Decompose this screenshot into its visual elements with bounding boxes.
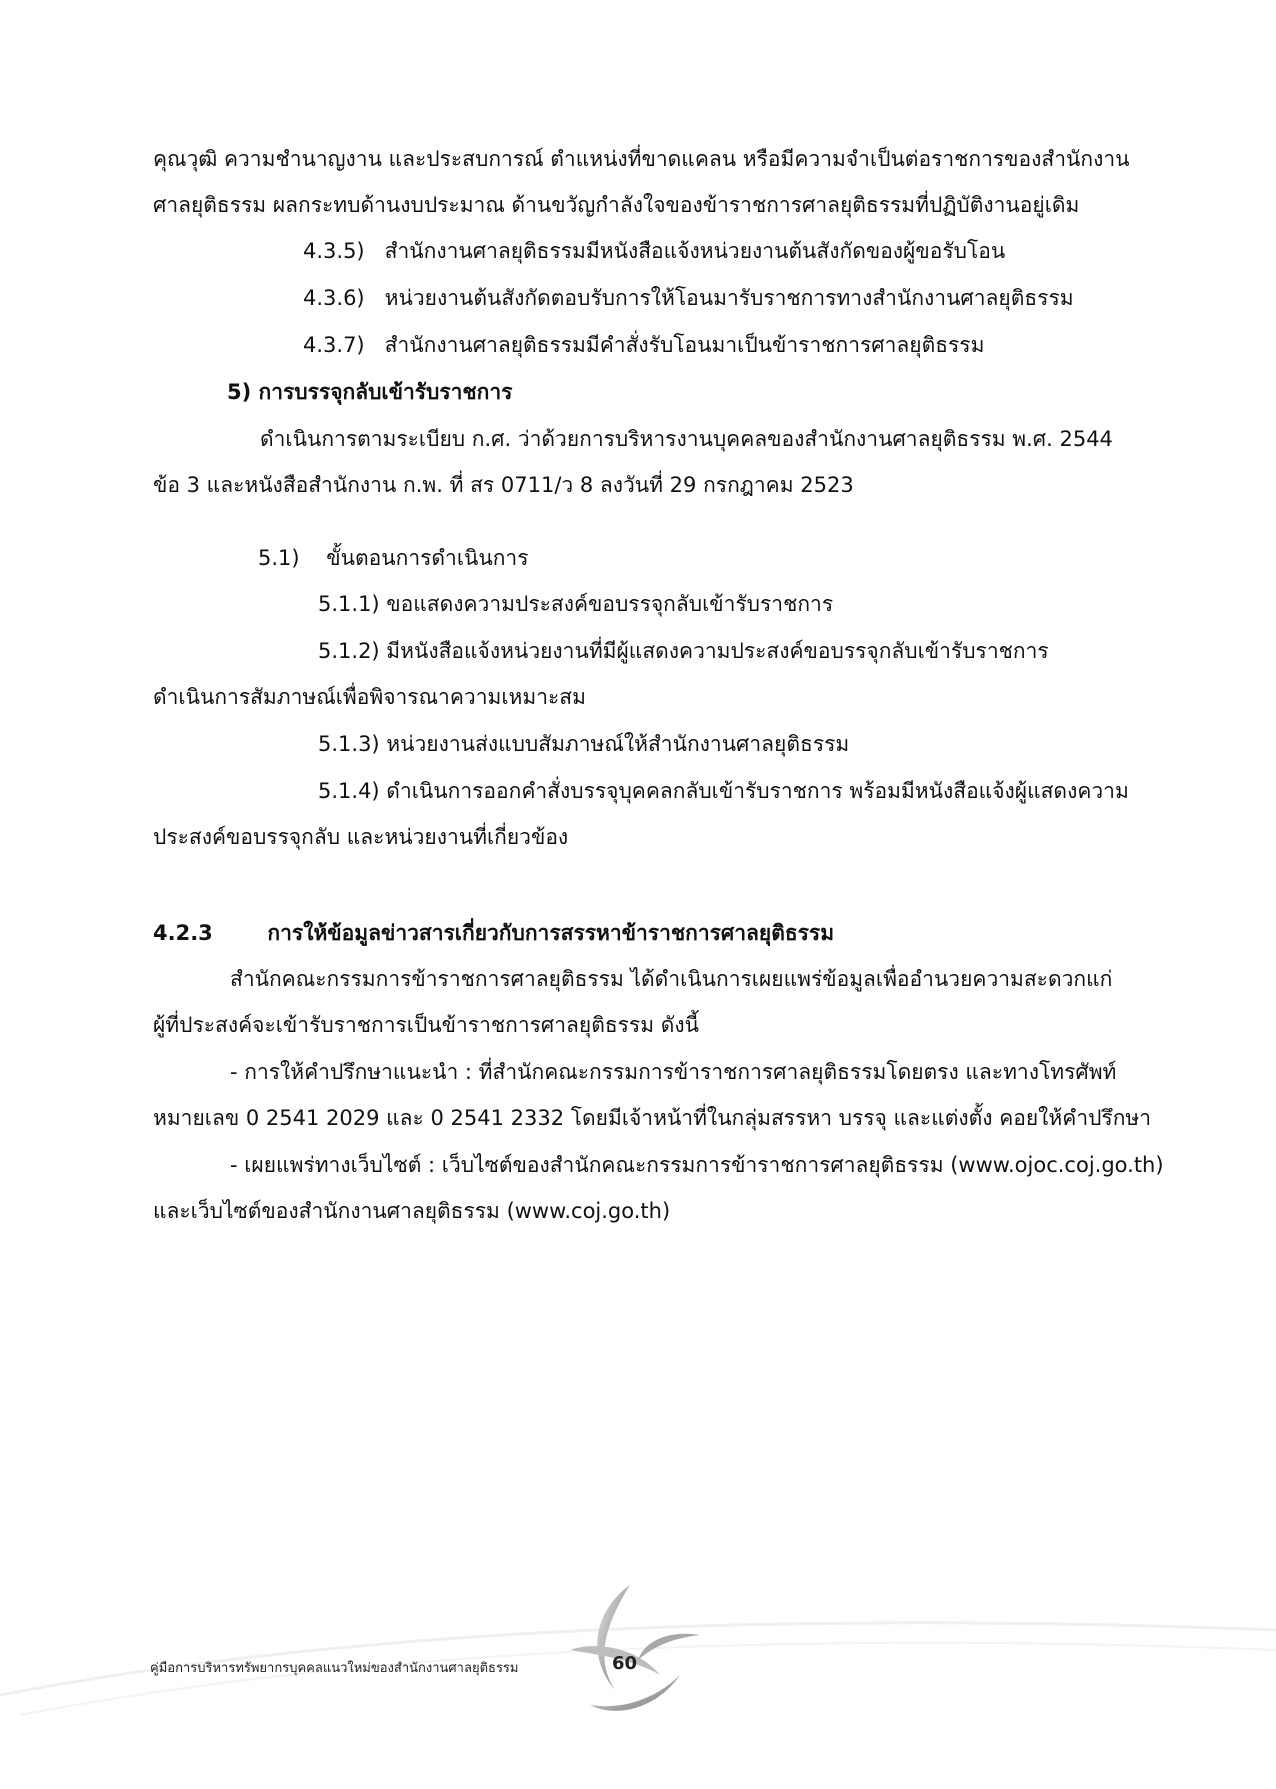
step-435 xyxy=(303,236,1005,266)
substep-5-1-title: ขั้นตอนการดำเนินการ xyxy=(326,546,529,570)
substep-5-1-4-line-1 xyxy=(318,776,1129,806)
step-436-number: 4.3.6) xyxy=(303,286,365,310)
step-437-number: 4.3.7) xyxy=(303,333,365,357)
section-5-para-line-1 xyxy=(260,424,1113,454)
section-5-heading: 5) การบรรจุกลับเข้ารับราชการ xyxy=(227,380,513,404)
step-436-text: หน่วยงานต้นสังกัดตอบรับการให้โอนมารับราชการทางสำนักงานศาลยุติธรรม xyxy=(384,286,1074,310)
section-4-2-3-title: การให้ข้อมูลข่าวสารเกี่ยวกับการสรรหาข้าราชการศาลยุติธรรม xyxy=(267,921,835,945)
step-435-text: สำนักงานศาลยุติธรรมมีหนังสือแจ้งหน่วยงานต้นสังกัดของผู้ขอรับโอน xyxy=(384,239,1006,263)
substep-5-1-number: 5.1) xyxy=(258,546,300,570)
section-4-2-3-para-line-1-text: สำนักคณะกรรมการข้าราชการศาลยุติธรรม ได้ดำเนินการเผยแพร่ข้อมูลเพื่ออำนวยความสะดวกแก่ xyxy=(230,967,1113,991)
section-4-2-3-number: 4.2.3 xyxy=(153,921,213,945)
footer-title: คู่มือการบริหารทรัพยากรบุคคลแนวใหม่ของสำนักงานศาลยุติธรรม xyxy=(150,1661,519,1676)
website-line-2: และเว็บไซต์ของสำนักงานศาลยุติธรรม (www.coj.go.th) xyxy=(153,1199,671,1223)
step-437 xyxy=(303,330,984,360)
step-435-number: 4.3.5) xyxy=(303,239,365,263)
court-logo-icon xyxy=(560,1580,710,1720)
advice-line-2: หมายเลข 0 2541 2029 และ 0 2541 2332 โดยมีเจ้าหน้าที่ในกลุ่มสรรหา บรรจุ และแต่งตั้ง คอยให้คำปรึกษา xyxy=(153,1106,1152,1130)
section-5-para-line-2: ข้อ 3 และหนังสือสำนักงาน ก.พ. ที่ สร 0711/ว 8 ลงวันที่ 29 กรกฎาคม 2523 xyxy=(153,473,854,497)
substep-5-1 xyxy=(258,543,529,573)
substep-5-1-2-line-2: ดำเนินการสัมภาษณ์เพื่อพิจารณาความเหมาะสม xyxy=(153,685,586,709)
intro-line-2: ศาลยุติธรรม ผลกระทบด้านงบประมาณ ด้านขวัญกำลังใจของข้าราชการศาลยุติธรรมที่ปฏิบัติงานอยู่เดิม xyxy=(153,193,1080,217)
section-4-2-3-heading xyxy=(153,918,834,948)
advice-line-1-text: - การให้คำปรึกษาแนะนำ : ที่สำนักคณะกรรมการข้าราชการศาลยุติธรรมโดยตรง และทางโทรศัพท์ xyxy=(230,1060,1117,1084)
advice-line-1 xyxy=(230,1057,1117,1087)
section-5-para-line-1-text: ดำเนินการตามระเบียบ ก.ศ. ว่าด้วยการบริหารงานบุคคลของสำนักงานศาลยุติธรรม พ.ศ. 2544 xyxy=(260,427,1113,451)
step-437-text: สำนักงานศาลยุติธรรมมีคำสั่งรับโอนมาเป็นข้าราชการศาลยุติธรรม xyxy=(384,333,985,357)
substep-5-1-4-line-1-text: 5.1.4) ดำเนินการออกคำสั่งบรรจุบุคคลกลับเข้ารับราชการ พร้อมมีหนังสือแจ้งผู้แสดงความ xyxy=(318,779,1129,803)
substep-5-1-2-line-1-text: 5.1.2) มีหนังสือแจ้งหน่วยงานที่มีผู้แสดงความประสงค์ขอบรรจุกลับเข้ารับราชการ xyxy=(318,639,1049,663)
website-line-1 xyxy=(230,1150,1164,1180)
section-4-2-3-para-line-1 xyxy=(230,964,1113,994)
intro-line-1 xyxy=(153,144,1130,174)
section-4-2-3-para-line-2: ผู้ที่ประสงค์จะเข้ารับราชการเป็นข้าราชการศาลยุติธรรม ดังนี้ xyxy=(153,1013,699,1037)
substep-5-1-3: 5.1.3) หน่วยงานส่งแบบสัมภาษณ์ให้สำนักงานศาลยุติธรรม xyxy=(318,732,850,756)
website-line-1-text: - เผยแพร่ทางเว็บไซต์ : เว็บไซต์ของสำนักคณะกรรมการข้าราชการศาลยุติธรรม (www.ojoc.coj.go.th) xyxy=(230,1153,1164,1177)
substep-5-1-2-line-1 xyxy=(318,636,1099,666)
step-436 xyxy=(303,283,1074,313)
substep-5-1-1: 5.1.1) ขอแสดงความประสงค์ขอบรรจุกลับเข้ารับราชการ xyxy=(318,592,834,616)
substep-5-1-4-line-2: ประสงค์ขอบรรจุกลับ และหน่วยงานที่เกี่ยวข้อง xyxy=(153,825,569,849)
page-number: 60 xyxy=(612,1653,638,1674)
intro-line-1-text: คุณวุฒิ ความชำนาญงาน และประสบการณ์ ตำแหน่งที่ขาดแคลน หรือมีความจำเป็นต่อราชการของสำนักงาน xyxy=(153,147,1130,171)
